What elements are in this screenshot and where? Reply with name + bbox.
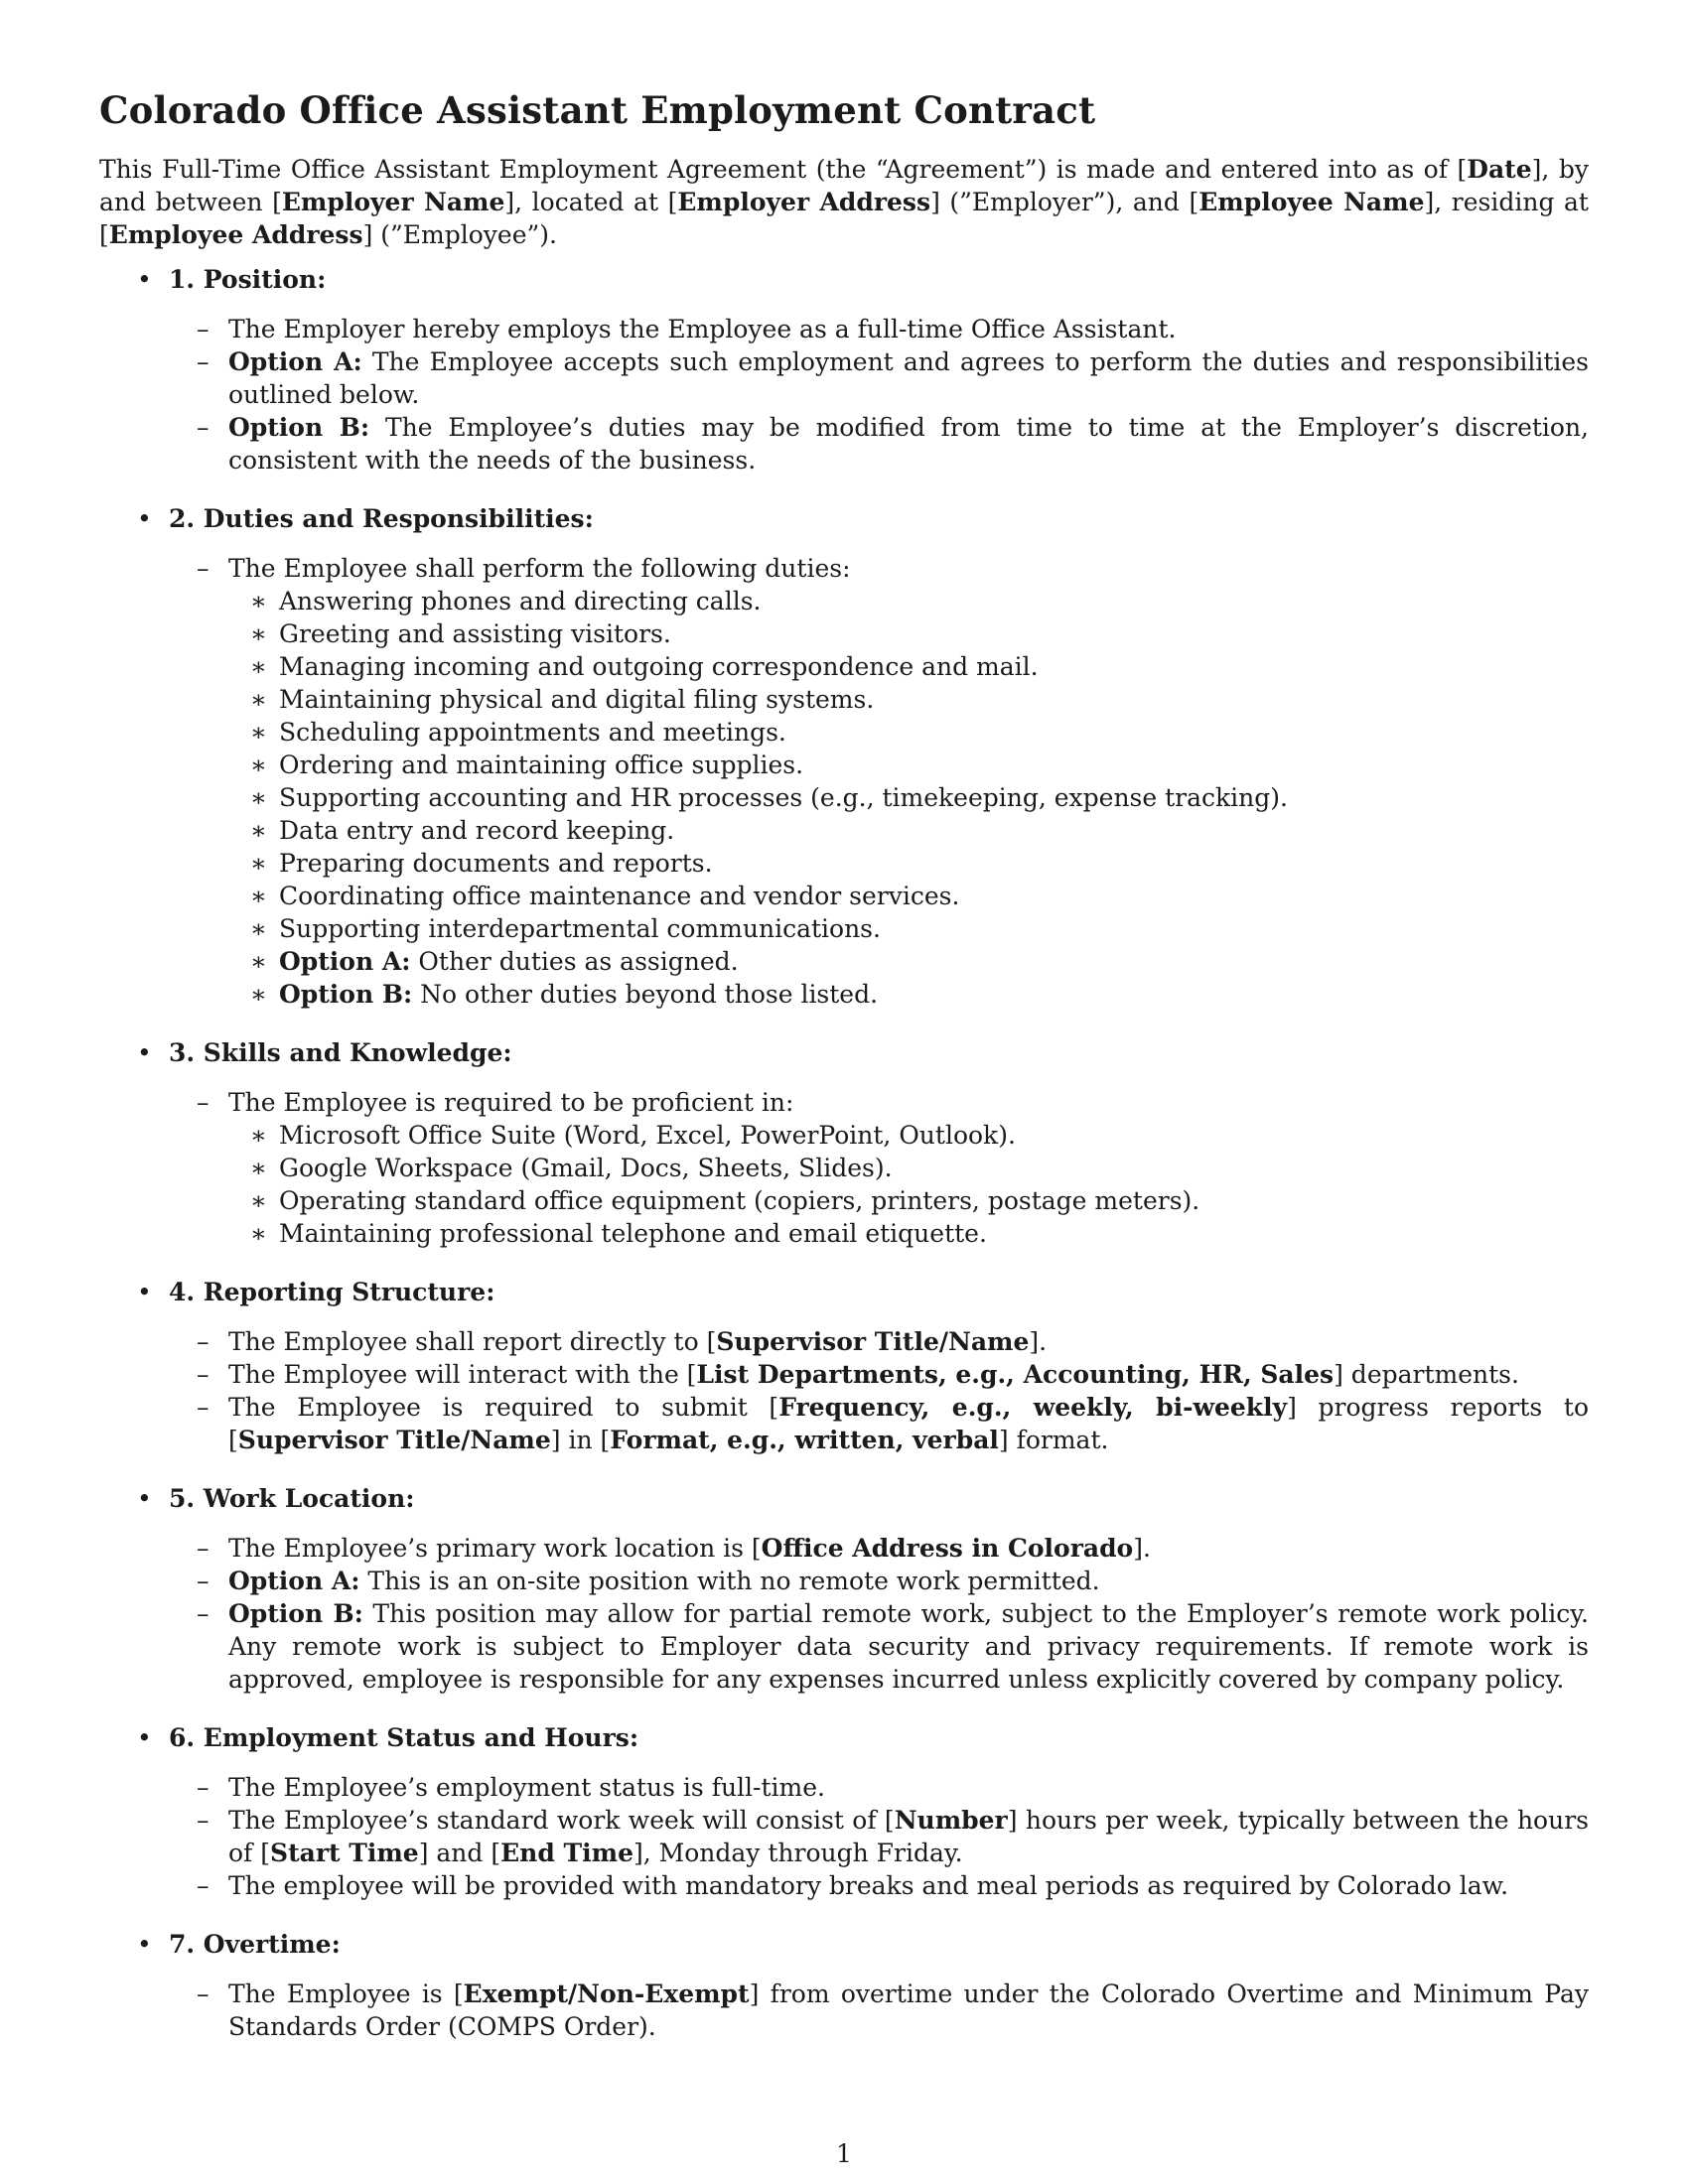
duty-item: ∗ Option B: No other duties beyond those listed. <box>250 980 879 1009</box>
skill-item: ∗ Microsoft Office Suite (Word, Excel, PowerPoint, Outlook). <box>250 1121 1016 1150</box>
bullet-icon: • <box>137 1723 152 1752</box>
asterisk-icon: ∗ <box>250 1186 267 1215</box>
list-item: – Option B: This position may allow for partial remote work, subject to the Employer’s remote work policy. Any remote work is subject to Employer data security and privacy requirements. If remote work is approved, employee is responsible for any expenses incurred unless explicitly covered by company policy. <box>197 1599 1589 1694</box>
dash-icon: – <box>197 1979 210 2008</box>
dash-icon: – <box>197 1327 210 1356</box>
dash-icon: – <box>197 1871 210 1900</box>
list-item: – The Employee shall report directly to [Supervisor Title/Name]. <box>197 1327 1048 1356</box>
duty-item: ∗ Preparing documents and reports. <box>250 849 713 878</box>
list-item: – The Employee is required to be proficient in: <box>197 1088 794 1117</box>
duty-item: ∗ Supporting interdepartmental communications. <box>250 914 881 943</box>
duty-item: ∗ Option A: Other duties as assigned. <box>250 947 739 976</box>
asterisk-icon: ∗ <box>250 783 267 812</box>
list-item: – The Employee is required to submit [Frequency, e.g., weekly, bi-weekly] progress reports to [Supervisor Title/Name] in [Format, e.g., written, verbal] format. <box>197 1393 1589 1454</box>
list-item: – The employee will be provided with mandatory breaks and meal periods as required by Colorado law. <box>197 1871 1509 1900</box>
dash-icon: – <box>197 1806 210 1835</box>
bullet-icon: • <box>137 265 152 294</box>
section-title: 1. Position: <box>169 265 327 294</box>
asterisk-icon: ∗ <box>250 587 267 615</box>
duty-item: ∗ Greeting and assisting visitors. <box>250 619 671 648</box>
intro-paragraph: This Full-Time Office Assistant Employment Agreement (the “Agreement”) is made and entered into as of [Date], by and between [Employer Name], located at [Employer Address] (”Employer”), and [Employee Name], residing at [Employee Address] (”Employee”). <box>99 155 1589 249</box>
list-item: – The Employer hereby employs the Employee as a full-time Office Assistant. <box>197 315 1177 343</box>
list-item: – The Employee is [Exempt/Non-Exempt] from overtime under the Colorado Overtime and Minimum Pay Standards Order (COMPS Order). <box>197 1979 1590 2041</box>
asterisk-icon: ∗ <box>250 1154 267 1182</box>
section-title: 7. Overtime: <box>169 1930 341 1959</box>
section-overtime <box>99 1928 1589 2043</box>
list-item: – The Employee shall perform the following duties: <box>197 554 851 583</box>
asterisk-icon: ∗ <box>250 1219 267 1248</box>
dash-icon: – <box>197 1360 210 1389</box>
list-item: – The Employee’s standard work week will consist of [Number] hours per week, typically between the hours of [Start Time] and [End Time], Monday through Friday. <box>197 1806 1589 1867</box>
bullet-icon: • <box>137 1278 152 1306</box>
section-duties <box>99 502 1589 1011</box>
section-position <box>99 263 1589 477</box>
skill-item: ∗ Google Workspace (Gmail, Docs, Sheets, Slides). <box>250 1154 893 1182</box>
document-page <box>99 87 1589 2043</box>
asterisk-icon: ∗ <box>250 980 267 1009</box>
dash-icon: – <box>197 347 210 376</box>
asterisk-icon: ∗ <box>250 914 267 943</box>
date-placeholder: Date <box>1467 155 1532 184</box>
employee-name-placeholder: Employee Name <box>1198 188 1425 216</box>
bullet-icon: • <box>137 1484 152 1513</box>
bullet-icon: • <box>137 1038 152 1067</box>
asterisk-icon: ∗ <box>250 849 267 878</box>
section-title: 3. Skills and Knowledge: <box>169 1038 512 1067</box>
section-work-location <box>99 1482 1589 1696</box>
employer-address-placeholder: Employer Address <box>677 188 931 216</box>
section-title: 2. Duties and Responsibilities: <box>169 504 594 533</box>
page-number: 1 <box>836 2139 852 2168</box>
duty-item: ∗ Managing incoming and outgoing correspondence and mail. <box>250 652 1039 681</box>
dash-icon: – <box>197 554 210 583</box>
duty-item: ∗ Data entry and record keeping. <box>250 816 675 845</box>
bullet-icon: • <box>137 1930 152 1959</box>
page-title: Colorado Office Assistant Employment Contract <box>99 88 1096 132</box>
asterisk-icon: ∗ <box>250 652 267 681</box>
dash-icon: – <box>197 1599 210 1628</box>
bullet-icon: • <box>137 504 152 533</box>
list-item: – The Employee will interact with the [List Departments, e.g., Accounting, HR, Sales] departments. <box>197 1360 1519 1389</box>
dash-icon: – <box>197 413 210 442</box>
asterisk-icon: ∗ <box>250 718 267 747</box>
list-item: – The Employee’s employment status is full-time. <box>197 1773 825 1802</box>
section-status-hours <box>99 1721 1589 1902</box>
asterisk-icon: ∗ <box>250 947 267 976</box>
asterisk-icon: ∗ <box>250 882 267 910</box>
section-skills <box>99 1036 1589 1250</box>
asterisk-icon: ∗ <box>250 751 267 779</box>
asterisk-icon: ∗ <box>250 685 267 714</box>
employee-address-placeholder: Employee Address <box>108 220 363 249</box>
duty-item: ∗ Answering phones and directing calls. <box>250 587 762 615</box>
dash-icon: – <box>197 1088 210 1117</box>
dash-icon: – <box>197 1773 210 1802</box>
dash-icon: – <box>197 1567 210 1595</box>
asterisk-icon: ∗ <box>250 816 267 845</box>
section-title: 4. Reporting Structure: <box>169 1278 495 1306</box>
list-item: – The Employee’s primary work location is [Office Address in Colorado]. <box>197 1534 1151 1563</box>
section-reporting <box>99 1276 1589 1456</box>
list-item: – Option B: The Employee’s duties may be modified from time to time at the Employer’s discretion, consistent with the needs of the business. <box>197 413 1590 475</box>
duty-item: ∗ Supporting accounting and HR processes (e.g., timekeeping, expense tracking). <box>250 783 1288 812</box>
duty-item: ∗ Scheduling appointments and meetings. <box>250 718 786 747</box>
asterisk-icon: ∗ <box>250 619 267 648</box>
employer-name-placeholder: Employer Name <box>281 188 505 216</box>
list-item: – Option A: The Employee accepts such employment and agrees to perform the duties and responsibilities outlined below. <box>197 347 1589 409</box>
dash-icon: – <box>197 1534 210 1563</box>
section-title: 6. Employment Status and Hours: <box>169 1723 639 1752</box>
dash-icon: – <box>197 1393 210 1422</box>
duty-item: ∗ Maintaining physical and digital filing systems. <box>250 685 875 714</box>
dash-icon: – <box>197 315 210 343</box>
skill-item: ∗ Maintaining professional telephone and email etiquette. <box>250 1219 987 1248</box>
duty-item: ∗ Coordinating office maintenance and vendor services. <box>250 882 960 910</box>
duty-item: ∗ Ordering and maintaining office supplies. <box>250 751 804 779</box>
asterisk-icon: ∗ <box>250 1121 267 1150</box>
section-title: 5. Work Location: <box>169 1484 415 1513</box>
list-item: – Option A: This is an on-site position with no remote work permitted. <box>197 1567 1100 1595</box>
skill-item: ∗ Operating standard office equipment (copiers, printers, postage meters). <box>250 1186 1200 1215</box>
